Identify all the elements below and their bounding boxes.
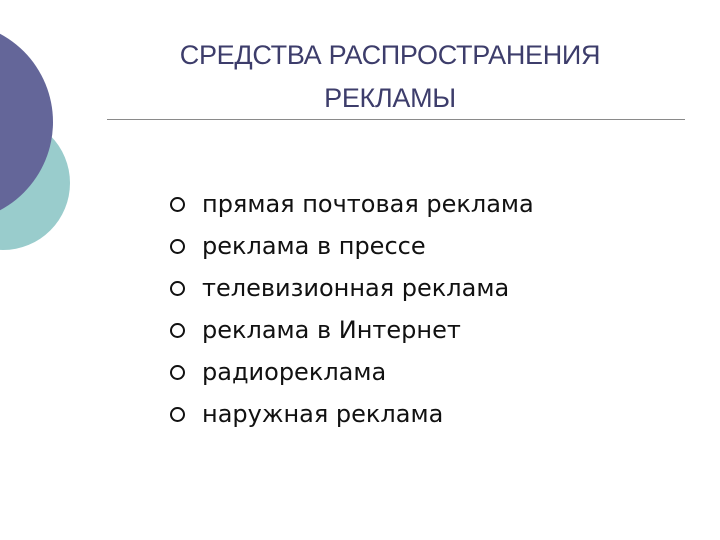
list-item	[160, 393, 534, 435]
decorative-circles	[0, 0, 90, 290]
list-item-text: реклама в прессе	[202, 232, 426, 260]
slide-title-line-1: СРЕДСТВА РАСПРОСТРАНЕНИЯ	[179, 40, 601, 70]
title-divider	[107, 119, 685, 120]
hollow-circle-bullet-icon	[170, 281, 185, 296]
hollow-circle-bullet-icon	[170, 197, 185, 212]
list-item	[160, 267, 534, 309]
bullet-list	[160, 183, 534, 435]
hollow-circle-bullet-icon	[170, 323, 185, 338]
hollow-circle-bullet-icon	[170, 365, 185, 380]
list-item	[160, 309, 534, 351]
hollow-circle-bullet-icon	[170, 239, 185, 254]
list-item-text: радиореклама	[202, 358, 387, 386]
list-item	[160, 183, 534, 225]
list-item-text: наружная реклама	[202, 400, 444, 428]
list-item-text: прямая почтовая реклама	[202, 190, 534, 218]
list-item	[160, 225, 534, 267]
hollow-circle-bullet-icon	[170, 407, 185, 422]
list-item	[160, 351, 534, 393]
slide-title-line-2: РЕКЛАМЫ	[324, 83, 456, 113]
list-item-text: телевизионная реклама	[202, 274, 510, 302]
slide-title	[110, 34, 670, 120]
list-item-text: реклама в Интернет	[202, 316, 461, 344]
